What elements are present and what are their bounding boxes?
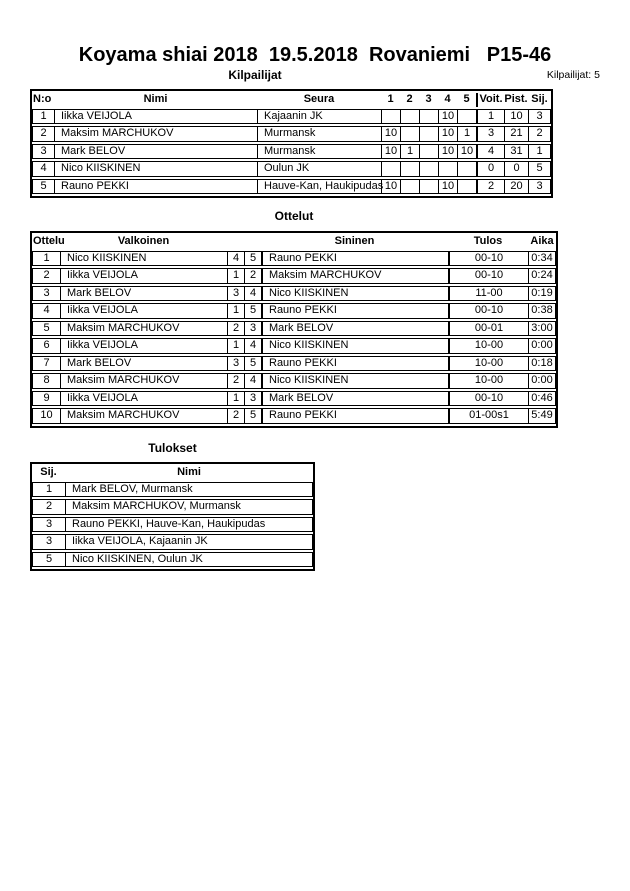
cell-time: 0:18 [528,356,556,372]
cell-white-no: 1 [227,338,244,354]
table-row [32,338,556,354]
cell-white-no: 2 [227,373,244,389]
cell-white-no: 2 [227,321,244,337]
cell-time: 0:24 [528,268,556,284]
cell-wins: 2 [476,179,504,195]
cell-club: Hauve-Kan, Haukipudas [257,179,381,195]
cell-name: Iikka VEIJOLA, Kajaanin JK [65,534,313,550]
cell-result: 11-00 [448,286,528,302]
cell-club: Kajaanin JK [257,109,381,125]
cell-blue-no: 5 [244,356,261,372]
table-row [32,161,551,177]
cell-white-no: 4 [227,251,244,267]
cell-time: 0:00 [528,338,556,354]
col-header-wins: Voit. [476,93,504,107]
table-row [32,109,551,125]
cell-round-3 [419,109,438,125]
cell-blue-name: Maksim MARCHUKOV [261,268,448,284]
cell-name: Maksim MARCHUKOV [54,126,257,142]
col-header-time: Aika [530,235,554,248]
cell-no: 2 [32,126,54,142]
cell-wins: 0 [476,161,504,177]
cell-points: 20 [504,179,528,195]
cell-points: 21 [504,126,528,142]
table-row [32,321,556,337]
table-row [32,126,551,142]
cell-no: 3 [32,144,54,160]
page-title: Koyama shiai 2018 19.5.2018 Rovaniemi P15-46 [78,44,552,66]
cell-round-2: 1 [400,144,419,160]
cell-blue-name: Mark BELOV [261,391,448,407]
cell-white-no: 3 [227,356,244,372]
matches-section-heading: Ottelut [274,209,314,223]
cell-wins: 1 [476,109,504,125]
cell-club: Oulun JK [257,161,381,177]
cell-round-5 [457,161,476,177]
cell-round-3 [419,161,438,177]
cell-time: 0:38 [528,303,556,319]
table-row [32,552,313,568]
results-section-heading: Tulokset [148,441,197,455]
cell-blue-no: 2 [244,268,261,284]
col-header-result: Tulos [473,235,503,248]
cell-wins: 3 [476,126,504,142]
cell-points: 0 [504,161,528,177]
cell-result: 10-00 [448,373,528,389]
cell-place: 3 [32,517,65,533]
header-row [32,235,556,249]
cell-time: 0:19 [528,286,556,302]
col-header-round-5: 5 [463,93,470,106]
cell-match-no: 2 [32,268,60,284]
cell-result: 00-10 [448,303,528,319]
cell-time: 0:46 [528,391,556,407]
cell-result: 10-00 [448,356,528,372]
cell-round-4: 10 [438,126,457,142]
col-header-match: Ottelu [33,235,65,248]
cell-blue-name: Nico KIISKINEN [261,338,448,354]
table-row [32,482,313,498]
cell-place: 3 [32,534,65,550]
cell-match-no: 5 [32,321,60,337]
cell-round-3 [419,144,438,160]
cell-round-1: 10 [381,179,400,195]
cell-blue-name: Rauno PEKKI [261,251,448,267]
col-header-white-no [227,235,244,249]
cell-no: 1 [32,109,54,125]
table-row [32,303,556,319]
competitors-section-heading: Kilpailijat [228,68,282,82]
cell-blue-no: 5 [244,251,261,267]
cell-blue-no: 4 [244,373,261,389]
cell-round-2 [400,179,419,195]
competitor-count: Kilpailijat: 5 [546,69,600,81]
cell-round-4: 10 [438,144,457,160]
col-header-place: Sij. [40,466,57,479]
table-row [32,268,556,284]
cell-white-name: Iikka VEIJOLA [60,338,227,354]
cell-round-3 [419,126,438,142]
cell-place: 5 [32,552,65,568]
cell-place: 2 [528,126,551,142]
table-row [32,356,556,372]
cell-points: 31 [504,144,528,160]
competitors-table [30,89,553,198]
cell-place: 1 [528,144,551,160]
cell-place: 5 [528,161,551,177]
cell-no: 4 [32,161,54,177]
cell-club: Murmansk [257,144,381,160]
col-header-place: Sij. [531,93,548,106]
cell-white-name: Maksim MARCHUKOV [60,321,227,337]
cell-white-name: Iikka VEIJOLA [60,303,227,319]
col-header-round-2: 2 [406,93,413,106]
cell-white-no: 1 [227,268,244,284]
cell-round-2 [400,126,419,142]
col-header-name: Nimi [143,93,168,106]
cell-round-2 [400,109,419,125]
cell-club: Murmansk [257,126,381,142]
cell-round-5: 10 [457,144,476,160]
col-header-blue: Sininen [334,235,375,248]
cell-match-no: 1 [32,251,60,267]
cell-result: 01-00s1 [448,408,528,424]
cell-white-name: Maksim MARCHUKOV [60,408,227,424]
cell-place: 3 [528,179,551,195]
cell-blue-name: Rauno PEKKI [261,408,448,424]
table-row [32,373,556,389]
table-row [32,534,313,550]
cell-white-no: 2 [227,408,244,424]
results-table [30,462,315,571]
cell-white-name: Mark BELOV [60,286,227,302]
cell-name: Rauno PEKKI, Hauve-Kan, Haukipudas [65,517,313,533]
cell-blue-no: 5 [244,303,261,319]
cell-result: 00-01 [448,321,528,337]
cell-time: 0:34 [528,251,556,267]
table-row [32,517,313,533]
cell-name: Mark BELOV [54,144,257,160]
col-header-club: Seura [303,93,335,106]
table-row [32,391,556,407]
cell-match-no: 7 [32,356,60,372]
cell-round-4: 10 [438,109,457,125]
cell-blue-no: 3 [244,321,261,337]
cell-white-name: Iikka VEIJOLA [60,268,227,284]
col-header-white: Valkoinen [117,235,170,248]
cell-blue-name: Nico KIISKINEN [261,373,448,389]
matches-table [30,231,558,428]
col-header-round-1: 1 [387,93,394,106]
cell-white-name: Nico KIISKINEN [60,251,227,267]
cell-result: 00-10 [448,251,528,267]
cell-round-2 [400,161,419,177]
cell-round-5 [457,179,476,195]
cell-name: Nico KIISKINEN, Oulun JK [65,552,313,568]
cell-place: 1 [32,482,65,498]
table-row [32,286,556,302]
cell-blue-no: 4 [244,338,261,354]
cell-blue-no: 4 [244,286,261,302]
cell-blue-name: Rauno PEKKI [261,356,448,372]
cell-match-no: 4 [32,303,60,319]
cell-name: Iikka VEIJOLA [54,109,257,125]
col-header-round-3: 3 [425,93,432,106]
cell-round-4 [438,161,457,177]
col-header-points: Pist. [504,93,528,106]
cell-round-1: 10 [381,126,400,142]
cell-blue-no: 3 [244,391,261,407]
cell-blue-name: Mark BELOV [261,321,448,337]
cell-round-5 [457,109,476,125]
cell-white-no: 1 [227,391,244,407]
cell-blue-name: Rauno PEKKI [261,303,448,319]
cell-name: Mark BELOV, Murmansk [65,482,313,498]
cell-place: 2 [32,499,65,515]
cell-white-no: 3 [227,286,244,302]
table-row [32,251,556,267]
cell-round-1: 10 [381,144,400,160]
cell-name: Rauno PEKKI [54,179,257,195]
cell-result: 10-00 [448,338,528,354]
cell-round-4: 10 [438,179,457,195]
header-row [32,466,313,480]
cell-no: 5 [32,179,54,195]
col-header-blue-no [244,235,261,249]
cell-result: 00-10 [448,268,528,284]
cell-round-3 [419,179,438,195]
table-row [32,179,551,195]
cell-result: 00-10 [448,391,528,407]
cell-white-name: Maksim MARCHUKOV [60,373,227,389]
cell-round-1 [381,161,400,177]
table-row [32,408,556,424]
cell-match-no: 6 [32,338,60,354]
cell-place: 3 [528,109,551,125]
col-header-no: N:o [33,93,52,106]
cell-time: 5:49 [528,408,556,424]
cell-blue-name: Nico KIISKINEN [261,286,448,302]
cell-white-no: 1 [227,303,244,319]
col-header-name: Nimi [177,466,201,479]
cell-match-no: 9 [32,391,60,407]
cell-name: Maksim MARCHUKOV, Murmansk [65,499,313,515]
cell-white-name: Mark BELOV [60,356,227,372]
cell-round-5: 1 [457,126,476,142]
table-row [32,499,313,515]
cell-match-no: 10 [32,408,60,424]
cell-time: 3:00 [528,321,556,337]
cell-blue-no: 5 [244,408,261,424]
cell-match-no: 3 [32,286,60,302]
table-row [32,144,551,160]
cell-name: Nico KIISKINEN [54,161,257,177]
cell-match-no: 8 [32,373,60,389]
col-header-round-4: 4 [444,93,451,106]
cell-white-name: Iikka VEIJOLA [60,391,227,407]
cell-round-1 [381,109,400,125]
header-row [32,93,551,107]
cell-wins: 4 [476,144,504,160]
cell-time: 0:00 [528,373,556,389]
cell-points: 10 [504,109,528,125]
